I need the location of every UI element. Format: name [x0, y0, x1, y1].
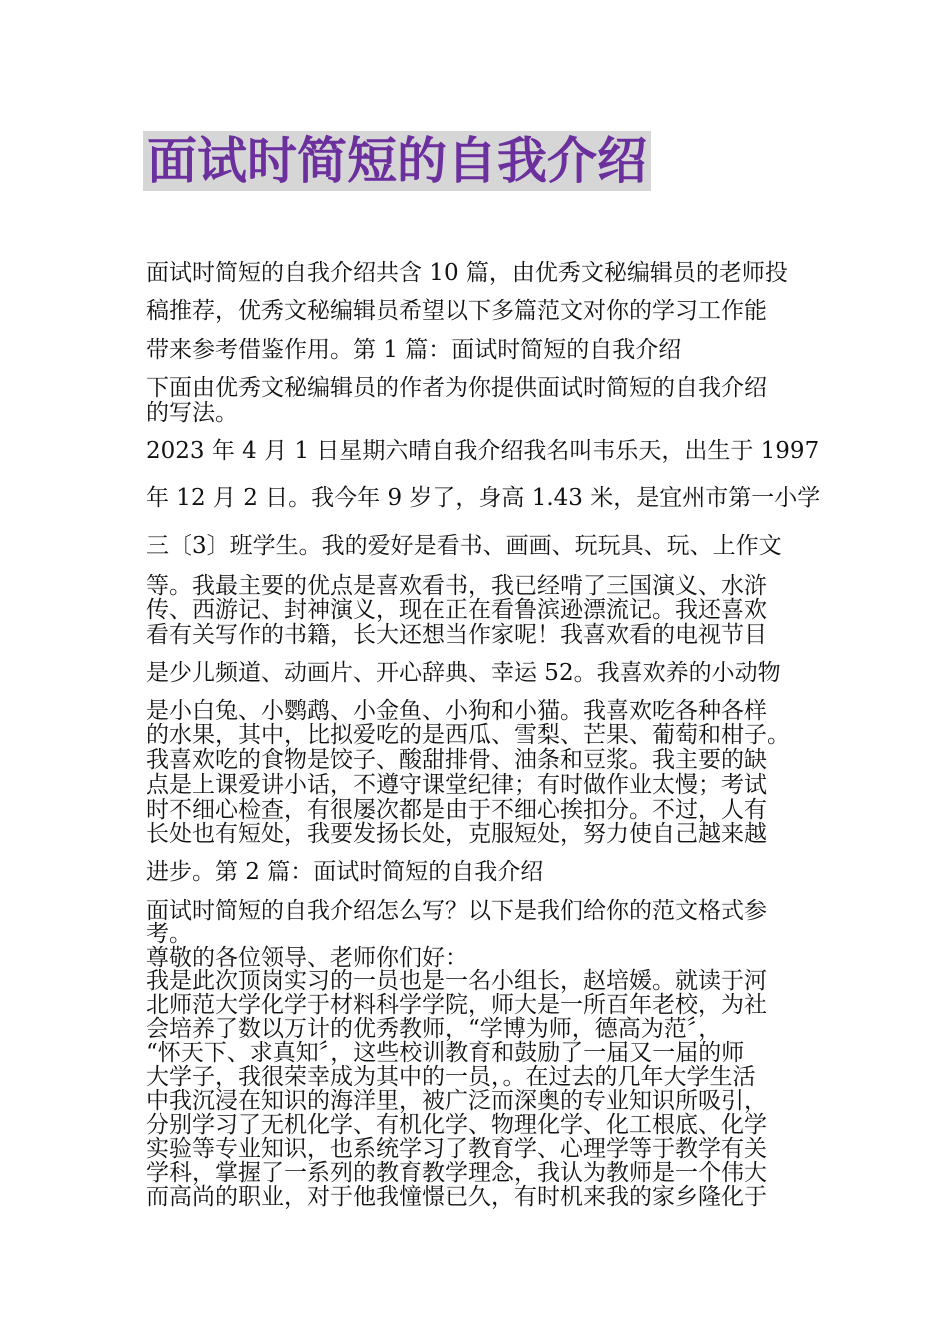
body-line: 我是此次顶岗实习的一员也是一名小组长，赵培媛。就读于河	[146, 968, 767, 994]
body-line: 而高尚的职业，对于他我憧憬已久，有时机来我的家乡隆化于	[146, 1184, 767, 1210]
body-line: 大学子，我很荣幸成为其中的一员，。在过去的几年大学生活	[146, 1064, 756, 1090]
body-line: 长处也有短处，我要发扬长处，克服短处，努力使自己越来越	[146, 821, 767, 847]
body-line: 分别学习了无机化学、有机化学、物理化学、化工根底、化学	[146, 1112, 767, 1138]
document-title: 面试时简短的自我介绍	[147, 132, 647, 190]
body-line: 学科，掌握了一系列的教育教学理念，我认为教师是一个伟大	[146, 1160, 767, 1186]
body-line: 考。	[146, 921, 192, 947]
body-line: 面试时简短的自我介绍共含 10 篇，由优秀文秘编辑员的老师投	[146, 260, 788, 286]
body-line: 进步。第 2 篇：面试时简短的自我介绍	[146, 859, 544, 885]
body-line: 中我沉浸在知识的海洋里，被广泛而深奥的专业知识所吸引，	[146, 1088, 767, 1114]
body-line: 三〔3〕班学生。我的爱好是看书、画画、玩玩具、玩、上作文	[146, 533, 782, 559]
body-line: 带来参考借鉴作用。第 1 篇：面试时简短的自我介绍	[146, 337, 682, 363]
body-line: 时不细心检查，有很屡次都是由于不细心挨扣分。不过，人有	[146, 797, 767, 823]
body-line: 面试时简短的自我介绍怎么写？以下是我们给你的范文格式参	[146, 898, 767, 924]
body-line: 传、西游记、封神演义，现在正在看鲁滨逊漂流记。我还喜欢	[146, 597, 767, 623]
body-line: 下面由优秀文秘编辑员的作者为你提供面试时简短的自我介绍	[146, 375, 767, 401]
body-line: 年 12 月 2 日。我今年 9 岁了，身高 1.43 米，是宜州市第一小学	[146, 485, 821, 511]
body-line: 是小白兔、小鹦鹉、小金鱼、小狗和小猫。我喜欢吃各种各样	[146, 698, 767, 724]
body-line: 看有关写作的书籍，长大还想当作家呢！我喜欢看的电视节目	[146, 622, 767, 648]
body-line: 点是上课爱讲小话，不遵守课堂纪律；有时做作业太慢；考试	[146, 772, 767, 798]
body-line: 北师范大学化学于材料科学学院，师大是一所百年老校，为社	[146, 992, 767, 1018]
body-line: 稿推荐，优秀文秘编辑员希望以下多篇范文对你的学习工作能	[146, 298, 767, 324]
body-line: 等。我最主要的优点是喜欢看书，我已经啃了三国演义、水浒	[146, 573, 767, 599]
body-line: “怀天下、求真知〞，这些校训教育和鼓励了一届又一届的师	[146, 1040, 745, 1066]
body-line: 是少儿频道、动画片、开心辞典、幸运 52。我喜欢养的小动物	[146, 660, 781, 686]
body-line: 2023 年 4 月 1 日星期六晴自我介绍我名叫韦乐天，出生于 1997	[146, 438, 820, 464]
title-highlight	[143, 131, 651, 191]
body-line: 我喜欢吃的食物是饺子、酸甜排骨、油条和豆浆。我主要的缺	[146, 747, 767, 773]
body-line: 会培养了数以万计的优秀教师，“学博为师，德高为范〞，	[146, 1016, 722, 1042]
body-line: 实验等专业知识，也系统学习了教育学、心理学等于教学有关	[146, 1136, 767, 1162]
body-line: 的水果，其中，比拟爱吃的是西瓜、雪梨、芒果、葡萄和柑子。	[146, 722, 790, 748]
body-line: 尊敬的各位领导、老师你们好：	[146, 945, 468, 971]
body-line: 的写法。	[146, 400, 238, 426]
